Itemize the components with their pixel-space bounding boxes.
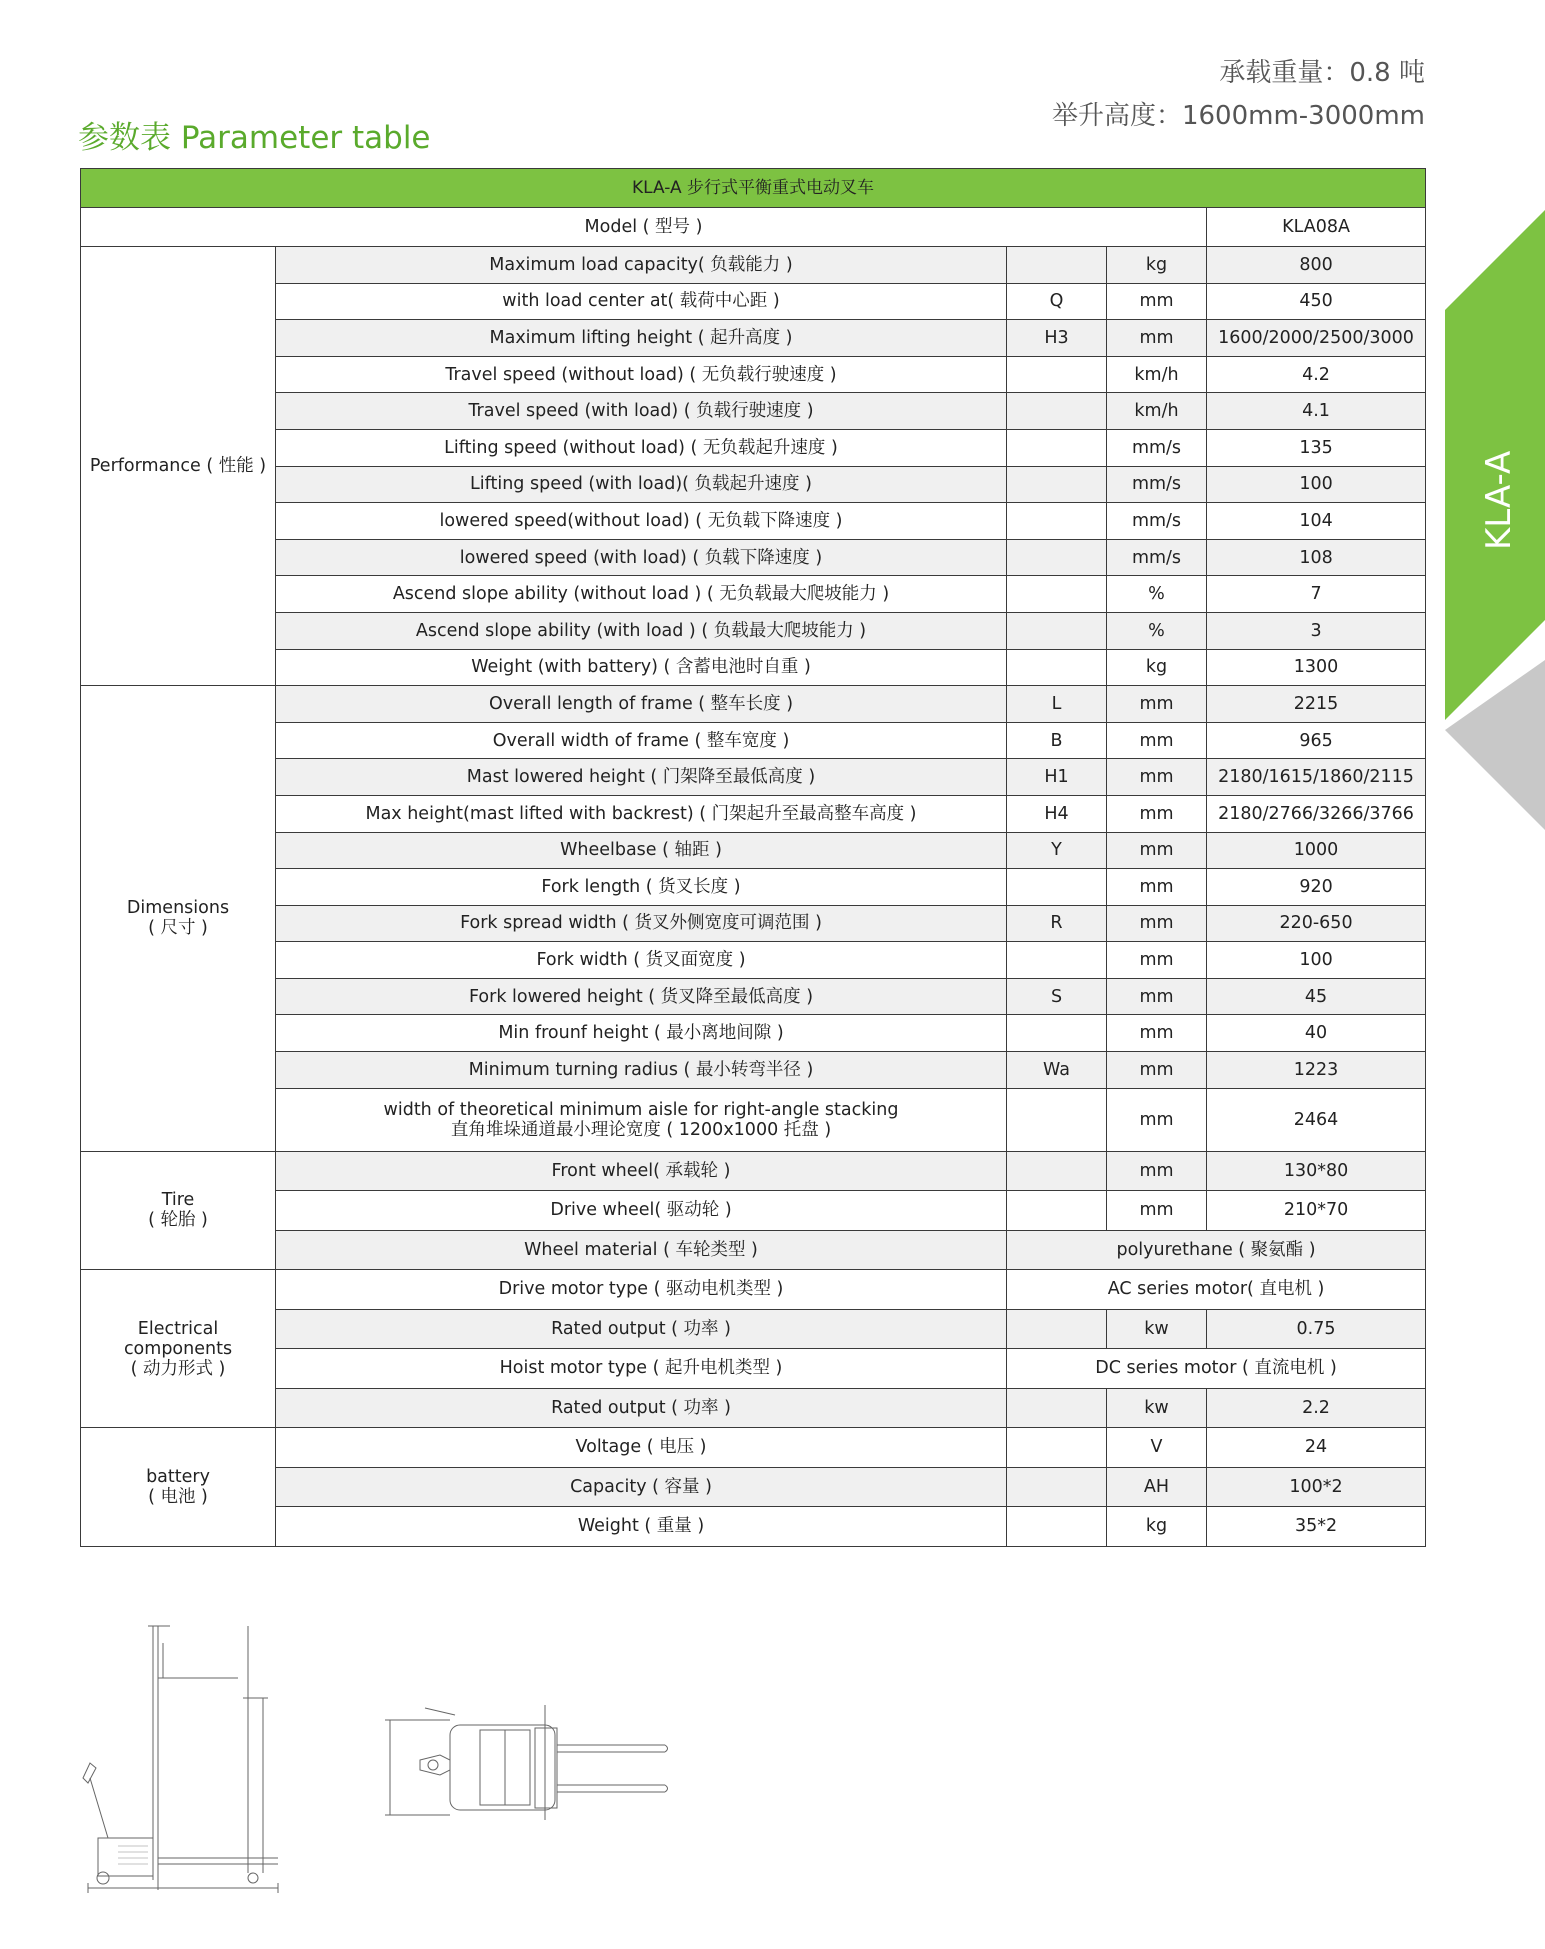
param-name: Max height(mast lifted with backrest) ( 门架起升至最高整车高度 ) [276,795,1007,832]
param-name: Mast lowered height ( 门架降至最低高度 ) [276,759,1007,796]
param-unit: mm [1107,942,1207,979]
param-unit: mm [1107,722,1207,759]
param-value: 35*2 [1207,1507,1426,1547]
param-name: Fork spread width ( 货叉外侧宽度可调范围 ) [276,905,1007,942]
group-tire-en: Tire [161,1190,195,1211]
param-value: 2180/1615/1860/2115 [1207,759,1426,796]
param-name: Overall length of frame ( 整车长度 ) [276,686,1007,723]
param-name: Drive wheel( 驱动轮 ) [276,1191,1007,1231]
param-symbol [1007,393,1107,430]
param-symbol: H1 [1007,759,1107,796]
group-dimensions-cn: ( 尺寸 ) [148,918,208,939]
param-unit: kw [1107,1309,1207,1349]
param-unit: AH [1107,1467,1207,1507]
param-unit: km/h [1107,356,1207,393]
param-symbol [1007,649,1107,686]
model-label: Model ( 型号 ) [81,208,1207,247]
param-unit: kg [1107,247,1207,284]
param-unit: mm [1107,1191,1207,1231]
param-value: 104 [1207,503,1426,540]
forklift-side-view-drawing [78,1618,318,1893]
param-name: Voltage ( 电压 ) [276,1428,1007,1468]
param-unit: mm/s [1107,429,1207,466]
param-symbol: H3 [1007,320,1107,357]
param-value: 2.2 [1207,1388,1426,1428]
param-value: 100 [1207,466,1426,503]
group-performance: Performance ( 性能 ) [81,247,276,686]
param-value: 2180/2766/3266/3766 [1207,795,1426,832]
param-unit: mm [1107,869,1207,906]
param-value: 800 [1207,247,1426,284]
param-value: polyurethane ( 聚氨酯 ) [1007,1230,1426,1270]
param-symbol [1007,1507,1107,1547]
param-symbol [1007,1467,1107,1507]
param-name: Lifting speed (with load)( 负载起升速度 ) [276,466,1007,503]
param-symbol [1007,466,1107,503]
param-name: Maximum load capacity( 负载能力 ) [276,247,1007,284]
group-battery-cn: ( 电池 ) [148,1486,208,1507]
param-value: 210*70 [1207,1191,1426,1231]
group-battery [81,1428,276,1547]
group-electrical-cn: ( 动力形式 ) [130,1358,226,1379]
param-value: 0.75 [1207,1309,1426,1349]
param-value: 2464 [1207,1088,1426,1151]
param-value: 24 [1207,1428,1426,1468]
param-symbol: L [1007,686,1107,723]
param-symbol [1007,429,1107,466]
param-unit: mm [1107,978,1207,1015]
param-name: Rated output ( 功率 ) [276,1309,1007,1349]
param-unit: mm [1107,1088,1207,1151]
param-value: 7 [1207,576,1426,613]
param-value: 130*80 [1207,1151,1426,1191]
group-tire [81,1151,276,1270]
param-name: Hoist motor type ( 起升电机类型 ) [276,1349,1007,1389]
param-symbol [1007,576,1107,613]
param-symbol [1007,503,1107,540]
param-value: 220-650 [1207,905,1426,942]
param-unit: mm [1107,686,1207,723]
param-symbol [1007,1428,1107,1468]
param-unit: mm [1107,320,1207,357]
param-value: 4.1 [1207,393,1426,430]
param-symbol [1007,247,1107,284]
param-unit: mm [1107,795,1207,832]
param-unit: mm [1107,905,1207,942]
param-symbol: S [1007,978,1107,1015]
param-value: DC series motor ( 直流电机 ) [1007,1349,1426,1389]
param-value: 3 [1207,612,1426,649]
param-value: 100 [1207,942,1426,979]
param-value: 45 [1207,978,1426,1015]
param-symbol: H4 [1007,795,1107,832]
param-value: 100*2 [1207,1467,1426,1507]
group-tire-cn: ( 轮胎 ) [148,1210,208,1231]
param-unit: mm [1107,1052,1207,1089]
param-value: 1600/2000/2500/3000 [1207,320,1426,357]
group-electrical-en: Electrical components [123,1318,233,1359]
parameter-table [80,168,1426,1547]
param-name: Fork width ( 货叉面宽度 ) [276,942,1007,979]
param-name: Wheel material ( 车轮类型 ) [276,1230,1007,1270]
param-name: Travel speed (with load) ( 负载行驶速度 ) [276,393,1007,430]
group-electrical [81,1270,276,1428]
param-name: Ascend slope ability (without load ) ( 无负载最大爬坡能力 ) [276,576,1007,613]
param-name: Capacity ( 容量 ) [276,1467,1007,1507]
param-name: Fork lowered height ( 货叉降至最低高度 ) [276,978,1007,1015]
param-unit: mm [1107,1015,1207,1052]
page-title: 参数表 Parameter table [78,120,431,156]
group-dimensions [81,686,276,1152]
lift-spec: 举升高度：1600mm-3000mm [1051,101,1425,131]
param-name: Minimum turning radius ( 最小转弯半径 ) [276,1052,1007,1089]
param-value: 4.2 [1207,356,1426,393]
param-symbol [1007,612,1107,649]
param-value: 40 [1207,1015,1426,1052]
param-name: Min frounf height ( 最小离地间隙 ) [276,1015,1007,1052]
param-value: 1000 [1207,832,1426,869]
param-unit: mm [1107,832,1207,869]
param-symbol [1007,1015,1107,1052]
param-symbol: Q [1007,283,1107,320]
param-symbol [1007,356,1107,393]
param-symbol: B [1007,722,1107,759]
load-spec: 承载重量：0.8 吨 [1219,58,1425,88]
param-name-aisle [276,1088,1007,1151]
param-value: 108 [1207,539,1426,576]
param-name: Travel speed (without load) ( 无负载行驶速度 ) [276,356,1007,393]
param-name: Rated output ( 功率 ) [276,1388,1007,1428]
param-value: 2215 [1207,686,1426,723]
param-symbol [1007,869,1107,906]
param-name: lowered speed (with load) ( 负载下降速度 ) [276,539,1007,576]
param-name: Wheelbase ( 轴距 ) [276,832,1007,869]
param-symbol [1007,1388,1107,1428]
model-value: KLA08A [1207,208,1426,247]
param-unit: % [1107,576,1207,613]
group-dimensions-en: Dimensions [126,898,230,919]
param-name: Front wheel( 承载轮 ) [276,1151,1007,1191]
table-caption: KLA-A 步行式平衡重式电动叉车 [81,169,1426,208]
param-symbol [1007,1088,1107,1151]
param-symbol: Wa [1007,1052,1107,1089]
param-value: 450 [1207,283,1426,320]
param-symbol: Y [1007,832,1107,869]
param-symbol [1007,539,1107,576]
group-battery-en: battery [146,1466,210,1487]
param-unit: % [1107,612,1207,649]
side-tab-label: KLA-A [1479,450,1519,550]
param-name: Lifting speed (without load) ( 无负载起升速度 ) [276,429,1007,466]
param-unit: mm [1107,759,1207,796]
param-name: Weight ( 重量 ) [276,1507,1007,1547]
param-name: Maximum lifting height ( 起升高度 ) [276,320,1007,357]
param-name: Overall width of frame ( 整车宽度 ) [276,722,1007,759]
param-name: Ascend slope ability (with load ) ( 负载最大爬坡能力 ) [276,612,1007,649]
param-symbol [1007,1151,1107,1191]
param-symbol [1007,942,1107,979]
param-name: lowered speed(without load) ( 无负载下降速度 ) [276,503,1007,540]
param-name: with load center at( 载荷中心距 ) [276,283,1007,320]
aisle-line1: width of theoretical minimum aisle for right-angle stacking [383,1099,899,1120]
param-unit: mm [1107,283,1207,320]
forklift-top-view-drawing [385,1700,680,1825]
param-value: 1300 [1207,649,1426,686]
param-unit: kg [1107,649,1207,686]
param-unit: mm/s [1107,539,1207,576]
param-unit: kg [1107,1507,1207,1547]
param-value: 920 [1207,869,1426,906]
param-symbol [1007,1191,1107,1231]
param-symbol [1007,1309,1107,1349]
param-unit: mm/s [1107,466,1207,503]
param-value: 965 [1207,722,1426,759]
param-symbol: R [1007,905,1107,942]
param-value: 135 [1207,429,1426,466]
param-value: 1223 [1207,1052,1426,1089]
param-unit: mm [1107,1151,1207,1191]
param-name: Weight (with battery) ( 含蓄电池时自重 ) [276,649,1007,686]
param-unit: km/h [1107,393,1207,430]
param-name: Fork length ( 货叉长度 ) [276,869,1007,906]
param-unit: mm/s [1107,503,1207,540]
param-unit: kw [1107,1388,1207,1428]
param-name: Drive motor type ( 驱动电机类型 ) [276,1270,1007,1310]
param-value: AC series motor( 直电机 ) [1007,1270,1426,1310]
param-unit: V [1107,1428,1207,1468]
aisle-line2: 直角堆垛通道最小理论宽度 ( 1200x1000 托盘 ) [450,1119,832,1140]
